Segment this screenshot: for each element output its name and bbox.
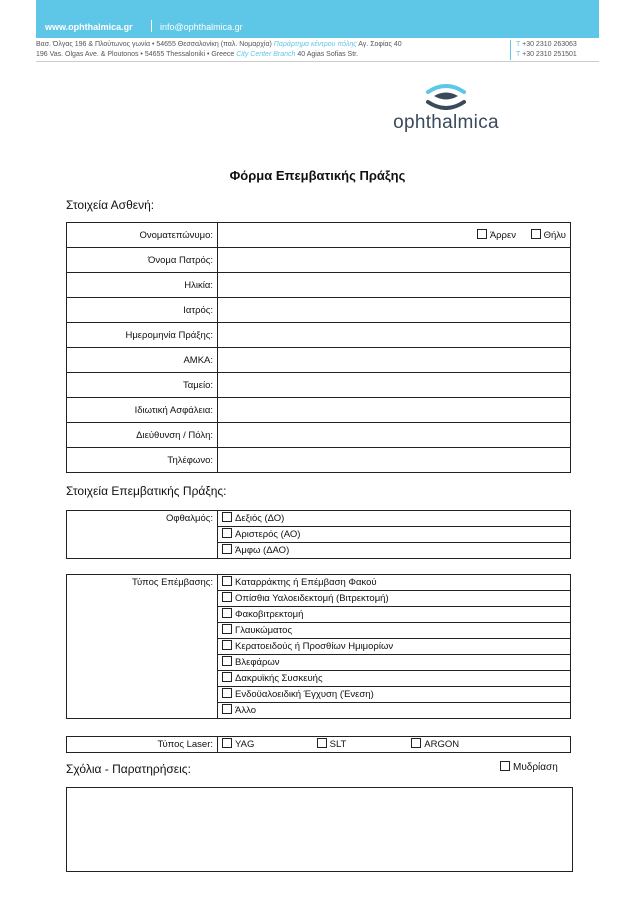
table-row	[67, 423, 571, 448]
eye-option-right[interactable]: Δεξιός (ΔΟ)	[218, 511, 571, 527]
procedure-heading: Στοιχεία Επεμβατικής Πράξης:	[66, 484, 227, 498]
table-row	[67, 298, 571, 323]
surgery-option[interactable]: Φακοβιτρεκτομή	[218, 607, 571, 623]
laser-table	[66, 736, 571, 753]
surgery-option[interactable]: Βλεφάρων	[218, 655, 571, 671]
checkbox-icon[interactable]	[477, 229, 487, 239]
field-label: ΑΜΚΑ:	[67, 348, 218, 373]
gender-male-option[interactable]: Άρρεν	[477, 230, 516, 241]
tel-prefix-2: T	[516, 51, 521, 58]
checkbox-icon[interactable]	[222, 672, 232, 682]
address-input[interactable]	[218, 423, 571, 448]
table-row	[67, 348, 571, 373]
age-input[interactable]	[218, 273, 571, 298]
table-row	[67, 448, 571, 473]
surgery-option[interactable]: Κερατοειδούς ή Προσθίων Ημιμορίων	[218, 639, 571, 655]
surgery-option[interactable]: Άλλο	[218, 703, 571, 719]
table-row	[67, 323, 571, 348]
eye-logo-icon	[424, 84, 468, 110]
doctor-input[interactable]	[218, 298, 571, 323]
laser-option-argon[interactable]: ARGON	[411, 739, 503, 750]
address-gr-branch: Αγ. Σοφίας 40	[358, 41, 402, 48]
name-input[interactable]	[218, 223, 571, 248]
tel-prefix: T	[516, 41, 521, 48]
checkbox-icon[interactable]	[222, 640, 232, 650]
field-label: Ηλικία:	[67, 273, 218, 298]
field-label: Ιδιωτική Ασφάλεια:	[67, 398, 218, 423]
surgery-option[interactable]: Οπίσθια Υαλοειδεκτομή (Βιτρεκτομή)	[218, 591, 571, 607]
checkbox-icon[interactable]	[531, 229, 541, 239]
eye-table	[66, 510, 571, 559]
amka-input[interactable]	[218, 348, 571, 373]
branch-label-gr: Παράρτημα κέντρου πόλης	[273, 41, 357, 48]
address-block	[36, 40, 599, 60]
checkbox-icon[interactable]	[411, 738, 421, 748]
surgery-type-table	[66, 574, 571, 719]
form-title: Φόρμα Επεμβατικής Πράξης	[229, 168, 406, 183]
surgery-type-label: Τύπος Επέμβασης:	[67, 575, 218, 591]
checkbox-icon[interactable]	[500, 761, 510, 771]
eye-label: Οφθαλμός:	[67, 511, 218, 527]
gender-female-option[interactable]: Θήλυ	[531, 230, 566, 241]
field-label: Ταμείο:	[67, 373, 218, 398]
eye-option-left[interactable]: Αριστερός (ΑΟ)	[218, 527, 571, 543]
table-row	[67, 223, 571, 248]
table-row	[67, 737, 571, 753]
checkbox-icon[interactable]	[222, 688, 232, 698]
checkbox-icon[interactable]	[317, 738, 327, 748]
ophthalmica-logo	[380, 84, 512, 134]
laser-option-slt[interactable]: SLT	[317, 739, 409, 750]
table-row	[67, 527, 571, 543]
branch-label-en: City Center Branch	[236, 51, 296, 58]
header-bar	[36, 0, 599, 38]
checkbox-icon[interactable]	[222, 738, 232, 748]
laser-option-yag[interactable]: YAG	[222, 739, 314, 750]
private-insurance-input[interactable]	[218, 398, 571, 423]
website-link[interactable]: www.ophthalmica.gr	[45, 22, 133, 32]
field-label: Διεύθυνση / Πόλη:	[67, 423, 218, 448]
fund-input[interactable]	[218, 373, 571, 398]
field-label: Ονοματεπώνυμο:	[67, 223, 218, 248]
checkbox-icon[interactable]	[222, 656, 232, 666]
surgery-option[interactable]: Γλαυκώματος	[218, 623, 571, 639]
blank-cell	[67, 527, 218, 559]
table-row	[67, 248, 571, 273]
checkbox-icon[interactable]	[222, 512, 232, 522]
address-en-main: 196 Vas. Olgas Ave. & Ploutonos • 54655 Thessaloniki • Greece	[36, 51, 235, 58]
surgery-option[interactable]: Δακρυϊκής Συσκευής	[218, 671, 571, 687]
address-en-branch: 40 Agias Sofias Str.	[297, 51, 359, 58]
table-row	[67, 575, 571, 591]
mydriasis-option[interactable]: Μυδρίαση	[500, 762, 558, 773]
blank-cell	[67, 591, 218, 719]
laser-label: Τύπος Laser:	[67, 737, 218, 753]
address-gr-main: Βασ. Όλγας 196 & Πλούτωνος γωνία • 54655 Θεσσαλονίκη (παλ. Νομαρχία)	[36, 41, 272, 48]
table-row	[67, 398, 571, 423]
comments-textarea[interactable]	[66, 787, 573, 872]
checkbox-icon[interactable]	[222, 592, 232, 602]
field-label: Τηλέφωνο:	[67, 448, 218, 473]
laser-options-cell	[218, 737, 571, 753]
field-label: Ημερομηνία Πράξης:	[67, 323, 218, 348]
father-name-input[interactable]	[218, 248, 571, 273]
surgery-option[interactable]: Καταρράκτης ή Επέμβαση Φακού	[218, 575, 571, 591]
patient-table	[66, 222, 571, 473]
field-label: Όνομα Πατρός:	[67, 248, 218, 273]
table-row	[67, 511, 571, 527]
patient-heading: Στοιχεία Ασθενή:	[66, 198, 155, 212]
checkbox-icon[interactable]	[222, 624, 232, 634]
checkbox-icon[interactable]	[222, 528, 232, 538]
phone-2: +30 2310 251501	[522, 51, 577, 58]
surgery-option[interactable]: Ενδοϋαλοειδική Έγχυση (Ένεση)	[218, 687, 571, 703]
email-link[interactable]: info@ophthalmica.gr	[160, 22, 243, 32]
field-label: Ιατρός:	[67, 298, 218, 323]
checkbox-icon[interactable]	[222, 608, 232, 618]
phone-input[interactable]	[218, 448, 571, 473]
procedure-date-input[interactable]	[218, 323, 571, 348]
phone-1: +30 2310 263063	[522, 41, 577, 48]
table-row	[67, 591, 571, 607]
logo-wordmark: ophthalmica	[393, 112, 499, 133]
header-divider	[151, 20, 152, 32]
checkbox-icon[interactable]	[222, 704, 232, 714]
gender-group	[465, 230, 566, 241]
checkbox-icon[interactable]	[222, 544, 232, 554]
comments-heading: Σχόλια - Παρατηρήσεις:	[66, 762, 191, 776]
table-row	[67, 273, 571, 298]
header-rule	[36, 61, 599, 62]
table-row	[67, 373, 571, 398]
checkbox-icon[interactable]	[222, 576, 232, 586]
eye-option-both[interactable]: Άμφω (ΔΑΟ)	[218, 543, 571, 559]
